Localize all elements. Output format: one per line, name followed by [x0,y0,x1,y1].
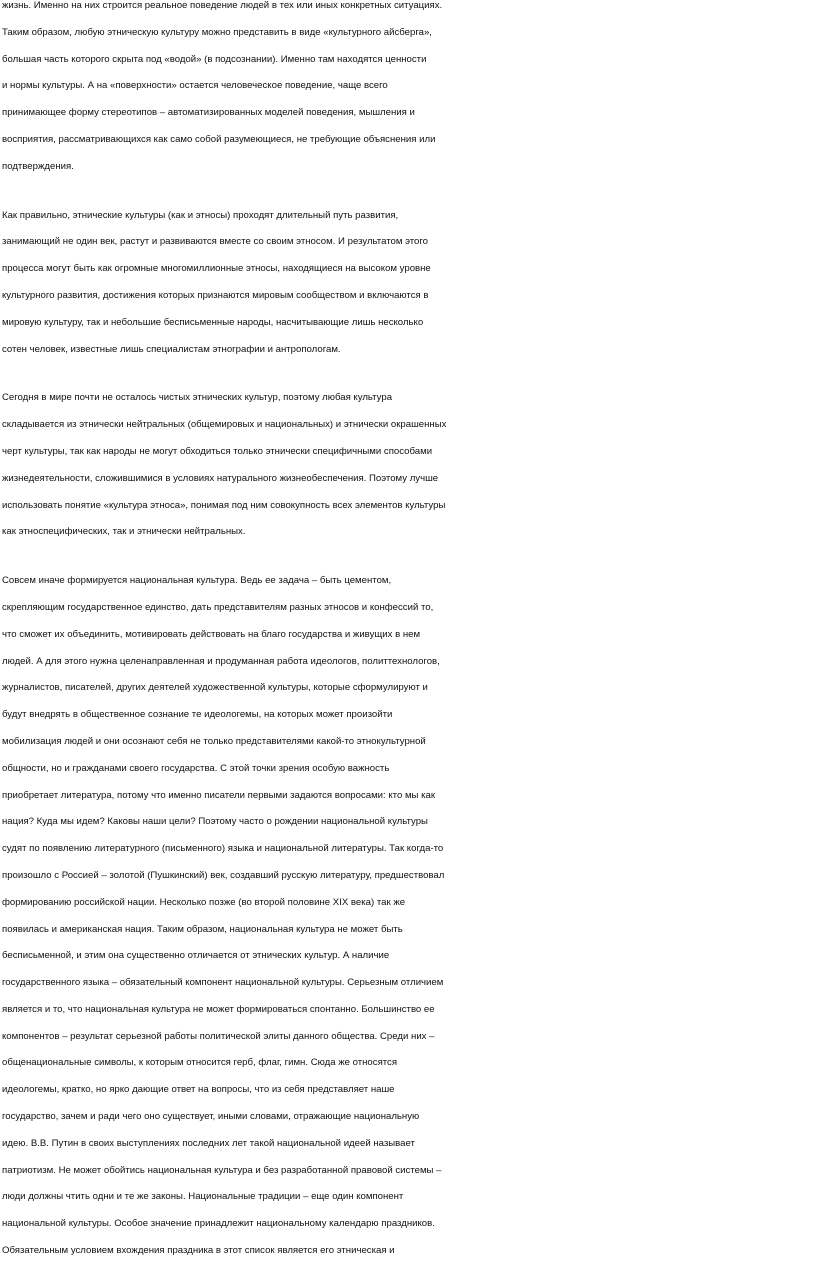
text-line: культурного развития, достижения которых признаются мировым сообществом и включаются в [2,289,429,301]
text-line: мировую культуру, так и небольшие бесписьменные народы, насчитывающие лишь несколько [2,316,424,328]
text-line: Обязательным условием вхождения праздника в этот список является его этническая и [2,1245,395,1257]
text-line: людей. А для этого нужна целенаправленная и продуманная работа идеологов, политтехнологов, [2,655,440,667]
text-line: государственного языка – обязательный компонент национальной культуры. Серьезным отличием [2,977,444,989]
text-line: люди должны чтить одни и те же законы. Национальные традиции – еще один компонент [2,1191,404,1203]
text-line: компонентов – результат серьезной работы политической элиты данного общества. Среди них – [2,1030,435,1042]
text-line: как этноспецифических, так и этнически нейтральных. [2,526,246,538]
text-line: произошло с Россией – золотой (Пушкинский) век, создавший русскую литературу, предшествовал [2,869,445,881]
text-line: идеологемы, кратко, но ярко дающие ответ на вопросы, что из себя представляет наше [2,1084,395,1096]
text-line: большая часть которого скрыта под «водой» (в подсознании). Именно там находятся ценности [2,53,427,65]
text-line: идею. В.В. Путин в своих выступлениях последних лет такой национальной идеей называет [2,1137,415,1149]
text-line: журналистов, писателей, других деятелей художественной культуры, которые сформулируют и [2,682,428,694]
text-line: будут внедрять в общественное сознание те идеологемы, на которых может произойти [2,709,393,721]
text-line: мобилизация людей и они осознают себя не только представителями какой-то этнокультурной [2,735,426,747]
text-line: восприятия, рассматривающихся как само собой разумеющиеся, не требующие объяснения или [2,133,436,145]
text-line: государство, зачем и ради чего оно существует, иными словами, отражающие национальную [2,1111,420,1123]
text-line: нация? Куда мы идем? Каковы наши цели? Поэтому часто о рождении национальной культуры [2,816,428,828]
text-line: общенациональные символы, к которым относится герб, флаг, гимн. Сюда же относятся [2,1057,398,1069]
text-line: занимающий не один век, растут и развиваются вместе со своим этносом. И результатом этого [2,236,429,248]
text-line: процесса могут быть как огромные многомиллионные этносы, находящиеся на высоком уровне [2,263,431,275]
text-line: скрепляющим государственное единство, дать представителям разных этносов и конфессий то, [2,601,434,613]
text-line: приобретает литература, потому что именно писатели первыми задаются вопросами: кто мы как [2,789,436,801]
text-line: использовать понятие «культура этноса», понимая под ним совокупность всех элементов культуры [2,499,446,511]
text-line: что сможет их объединить, мотивировать действовать на благо государства и живущих в нем [2,628,421,640]
text-line: и нормы культуры. А на «поверхности» остается человеческое поведение, чаще всего [2,80,388,92]
text-line: складывается из этнически нейтральных (общемировых и национальных) и этнически окрашенных [2,419,447,431]
text-line: является и то, что национальная культура не может формироваться спонтанно. Большинство ее [2,1003,435,1015]
text-line: сотен человек, известные лишь специалистам этнографии и антропологам. [2,343,341,355]
text-line: подтверждения. [2,160,74,172]
text-line: Сегодня в мире почти не осталось чистых этнических культур, поэтому любая культура [2,392,393,404]
paragraph-national-culture [2,568,816,1265]
text-line: судят по появлению литературного (письменного) языка и национальной литературы. Так когда-то [2,843,444,855]
paragraph-ethnic-development [2,203,816,364]
text-line: жизнедеятельности, сложившимися в условиях натурального жизнеобеспечения. Поэтому лучше [2,472,439,484]
text-line: Таким образом, любую этническую культуру можно представить в виде «культурного айсберга», [2,26,432,38]
text-line: появилась и американская нация. Таким образом, национальная культура не может быть [2,923,403,935]
text-line: жизнь. Именно на них строится реальное поведение людей в тех или иных конкретных ситуациях. [2,0,443,11]
text-line: Совсем иначе формируется национальная культура. Ведь ее задача – быть цементом, [2,575,392,587]
text-line: принимающее форму стереотипов – автоматизированных моделей поведения, мышления и [2,107,415,119]
text-line: патриотизм. Не может обойтись национальная культура и без разработанной правовой системы – [2,1164,442,1176]
text-line: Как правильно, этнические культуры (как и этносы) проходят длительный путь развития, [2,209,399,221]
text-line: бесписьменной, и этим она существенно отличается от этнических культур. А наличие [2,950,390,962]
text-line: черт культуры, так как народы не могут обходиться только этнически специфичными способами [2,445,433,457]
text-line: национальной культуры. Особое значение принадлежит национальному календарю праздников. [2,1218,435,1230]
text-line: общности, но и гражданами своего государства. С этой точки зрения особую важность [2,762,390,774]
paragraph-iceberg [2,0,816,181]
text-line: формированию российской нации. Несколько позже (во второй половине XIX века) так же [2,896,406,908]
paragraph-ethnos-culture [2,385,816,546]
